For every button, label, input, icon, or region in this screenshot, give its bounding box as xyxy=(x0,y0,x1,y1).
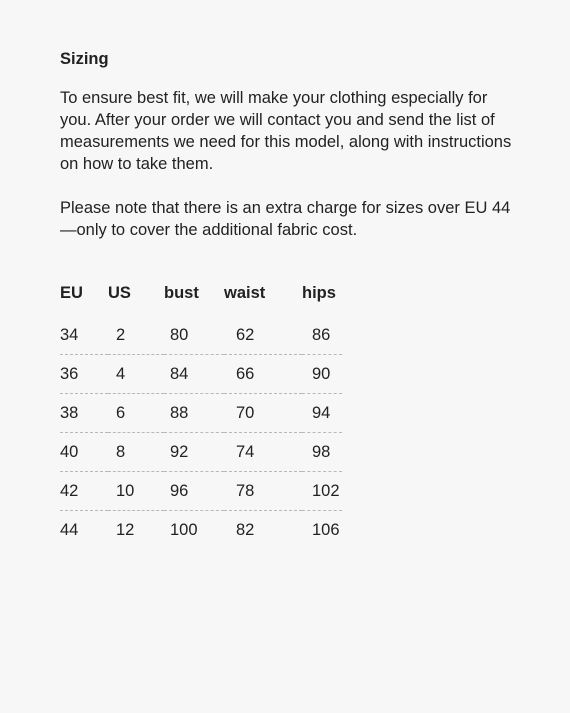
cell-waist: 74 xyxy=(224,433,302,472)
table-row xyxy=(60,472,342,511)
cell-waist: 82 xyxy=(224,511,302,550)
sizing-title: Sizing xyxy=(60,50,109,68)
cell-hips: 90 xyxy=(302,355,342,394)
cell-eu: 42 xyxy=(60,472,108,511)
cell-hips: 106 xyxy=(302,511,342,550)
cell-hips: 102 xyxy=(302,472,342,511)
cell-bust: 100 xyxy=(164,511,224,550)
cell-hips: 86 xyxy=(312,325,331,344)
table-row xyxy=(60,511,342,550)
cell-us: 8 xyxy=(108,433,164,472)
cell-eu: 44 xyxy=(60,511,108,550)
cell-waist: 70 xyxy=(224,394,302,433)
table-row xyxy=(60,433,342,472)
cell-us: 10 xyxy=(108,472,164,511)
cell-bust: 80 xyxy=(170,325,189,344)
cell-eu: 40 xyxy=(60,433,108,472)
cell-hips: 94 xyxy=(302,394,342,433)
fit-paragraph: To ensure best fit, we will make your clothing especially for you. After your order we will contact you and send the list of measurements we need for this model, along with instructions on how to take them. xyxy=(60,89,512,173)
cell-hips: 98 xyxy=(302,433,342,472)
table-header-row xyxy=(60,278,342,316)
cell-bust: 84 xyxy=(164,355,224,394)
table-row xyxy=(60,355,342,394)
cell-bust: 88 xyxy=(164,394,224,433)
cell-us: 12 xyxy=(108,511,164,550)
header-us: US xyxy=(108,283,131,302)
header-eu: EU xyxy=(60,283,83,302)
header-hips: hips xyxy=(302,283,336,302)
cell-waist: 62 xyxy=(236,325,255,344)
cell-bust: 96 xyxy=(164,472,224,511)
header-bust: bust xyxy=(164,283,199,302)
sizing-section xyxy=(60,48,520,549)
header-waist: waist xyxy=(224,283,266,302)
size-chart-table xyxy=(60,278,342,549)
cell-waist: 78 xyxy=(224,472,302,511)
cell-us: 6 xyxy=(108,394,164,433)
cell-eu: 34 xyxy=(60,325,79,344)
table-row xyxy=(60,316,342,355)
cell-eu: 36 xyxy=(60,355,108,394)
cell-waist: 66 xyxy=(224,355,302,394)
cell-bust: 92 xyxy=(164,433,224,472)
cell-us: 4 xyxy=(108,355,164,394)
table-row xyxy=(60,394,342,433)
extra-charge-paragraph: Please note that there is an extra charge for sizes over EU 44—only to cover the additional fabric cost. xyxy=(60,199,511,239)
cell-us: 2 xyxy=(116,325,126,344)
cell-eu: 38 xyxy=(60,394,108,433)
